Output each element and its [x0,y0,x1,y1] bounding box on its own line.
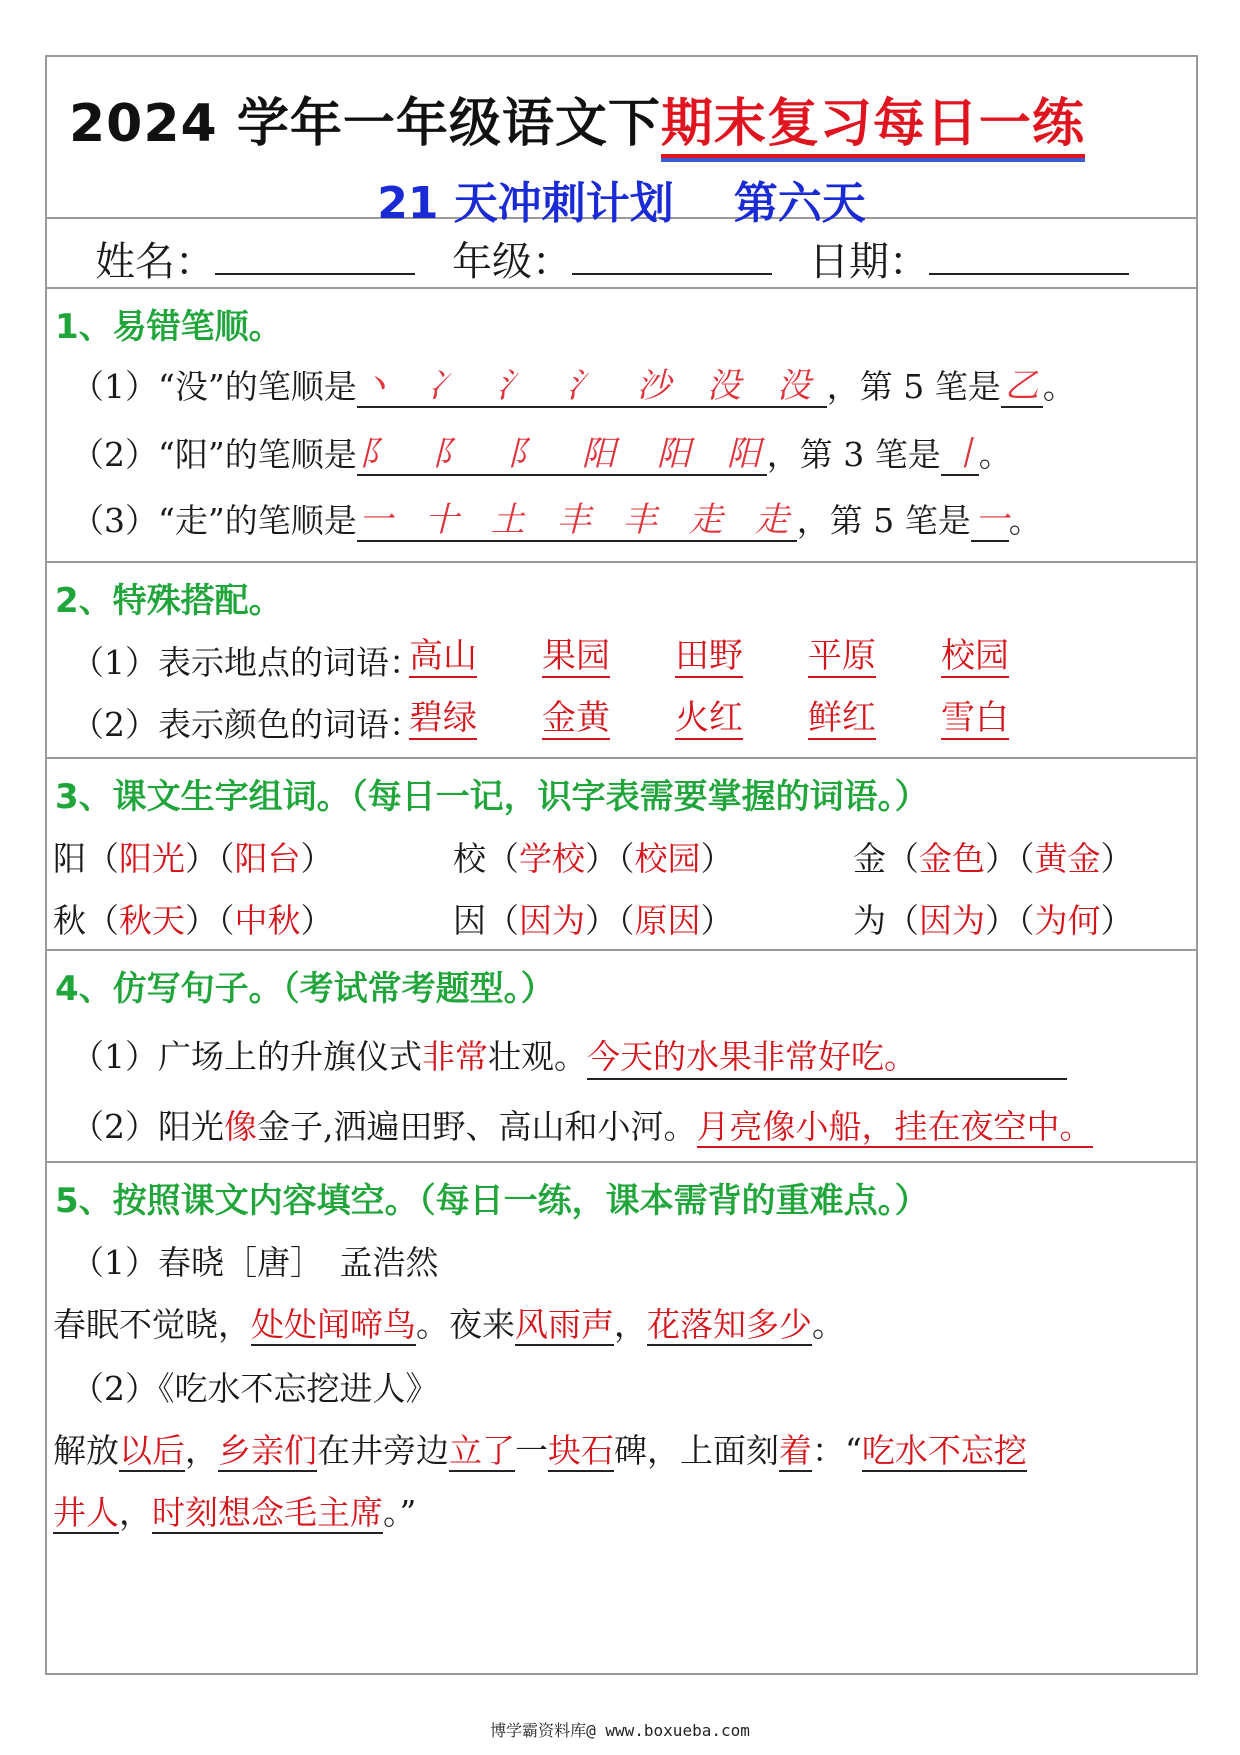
blank-answer: 花落知多少 [647,1305,812,1344]
stroke: 乙 [1004,366,1039,406]
passage-text: 解放 [53,1431,119,1470]
word: 中秋 [234,901,301,940]
section-5-title: 5、按照课文内容填空。（每日一练，课本需背的重难点。） [55,1181,929,1221]
item-text: （2）“阳”的笔顺是 [71,435,357,474]
blank-answer: 块石 [548,1431,614,1470]
stroke-answer-1 [357,364,827,408]
character: 校 [453,839,486,878]
word-group: 为（因为）（为何） [853,901,1134,940]
place-word: 平原 [808,637,876,678]
section-collocation [47,563,1196,759]
item-text: （1）广场上的升旗仪式 [71,1037,422,1076]
page-title [69,81,1085,156]
word: 阳光 [119,839,185,878]
stroke-3-answer [941,432,983,476]
stroke: 土 [490,500,525,540]
footer-watermark: 博学霸资料库@ www.boxueba.com [490,1721,750,1740]
color-word: 碧绿 [409,699,477,740]
place-word: 田野 [675,637,743,678]
blank-answer: 吃水不忘挖 [861,1431,1027,1470]
passage-text: 一 [515,1431,548,1470]
stroke: 丰 [622,500,657,540]
character: 阳 [53,839,86,878]
word: 因为 [919,901,985,940]
section-fill-in [47,1163,1196,1673]
date-field[interactable] [809,229,1129,287]
stroke: 没 [776,366,811,406]
key-word: 像 [224,1107,257,1146]
item-text: 。 [978,435,1012,474]
date-label: 日期： [809,239,929,285]
section-2-title: 2、特殊搭配。 [55,581,283,621]
poem-text: 。夜来 [416,1305,515,1344]
blank-answer: 时刻想念毛主席 [152,1493,383,1532]
stroke: 阳 [581,434,616,474]
word-group: 校（学校）（校园） [453,839,734,878]
item-text: ，第 5 笔是 [826,367,1001,406]
word: 学校 [519,839,585,878]
poem-line [53,1299,845,1346]
section-stroke-order [47,289,1196,563]
stroke: 阳 [656,434,691,474]
stroke: 氵 [496,366,531,406]
word: 黄金 [1034,839,1101,878]
stroke-item-2 [71,429,1012,476]
word-group: 金（金色）（黄金） [853,839,1134,878]
name-field[interactable] [95,229,415,287]
stroke: 丶 [358,366,393,406]
blank-answer: 井人 [53,1493,119,1532]
imitation-item-1 [71,1031,1067,1080]
passage-text: ， [185,1431,218,1470]
stroke: 沙 [636,366,671,406]
word-group: 阳（阳光）（阳台） [53,839,334,878]
stroke-answer-2 [357,432,767,476]
poem-text: 春眠不觉晓， [53,1305,251,1344]
section-3-title: 3、课文生字组词。（每日一记，识字表需要掌握的词语。） [55,777,929,817]
stroke: 阝 [431,434,466,474]
word: 校园 [634,839,701,878]
word: 为何 [1034,901,1101,940]
poem-text: ， [614,1305,647,1344]
stroke: 冫 [426,366,461,406]
info-row [47,219,1196,289]
grade-field[interactable] [452,229,772,287]
text-line-1 [53,1425,1027,1472]
item-text: （3）“走”的笔顺是 [71,501,357,540]
word-group: 秋（秋天）（中秋） [53,901,334,940]
place-words-label: （1）表示地点的词语： [71,643,422,682]
stroke-item-3 [71,495,1042,542]
grade-label: 年级： [452,239,572,285]
character: 金 [853,839,886,878]
place-word: 果园 [542,637,610,678]
worksheet [45,55,1198,1675]
place-word: 高山 [409,637,477,678]
word-group: 因（因为）（原因） [453,901,734,940]
name-blank[interactable] [215,229,415,275]
date-blank[interactable] [929,229,1129,275]
item-text: （2）阳光 [71,1107,224,1146]
title-red: 期末复习每日一练 [661,94,1085,158]
stroke: 走 [688,500,723,540]
stroke: 丰 [556,500,591,540]
stroke-answer-3 [357,498,797,542]
item-text: 壮观。 [488,1037,587,1076]
blank-answer: 乡亲们 [218,1431,317,1470]
imitation-item-2 [71,1101,1093,1148]
stroke: 十 [424,500,459,540]
title-black: 2024 学年一年级语文下 [69,94,661,154]
stroke-5-answer [971,498,1009,542]
stroke: 一 [358,500,393,540]
word: 金色 [919,839,985,878]
item-text: ，第 5 笔是 [796,501,971,540]
blank-answer: 处处闻啼鸟 [251,1305,416,1344]
poem-text: 。 [812,1305,845,1344]
color-word: 鲜红 [808,699,876,740]
section-4-title: 4、仿写句子。（考试常考题型。） [55,969,555,1009]
stroke: 没 [706,366,741,406]
stroke: 阝 [506,434,541,474]
stroke-item-1 [71,361,1076,408]
place-word: 校园 [941,637,1009,678]
blank-answer: 以后 [119,1431,185,1470]
character: 因 [453,901,486,940]
character: 秋 [53,901,86,940]
stroke: 阳 [726,434,761,474]
subtitle-plan: 21 天冲刺计划 [377,178,674,229]
grade-blank[interactable] [572,229,772,275]
blank-answer: 立了 [449,1431,515,1470]
section-1-title: 1、易错笔顺。 [55,307,283,347]
color-word: 火红 [675,699,743,740]
poem-heading: （1）春晓［唐］ 孟浩然 [71,1243,439,1282]
passage-text: ：“ [812,1431,862,1470]
name-label: 姓名： [95,239,215,285]
blank-answer: 风雨声 [515,1305,614,1344]
stroke: 阝 [358,434,393,474]
passage-text: ， [119,1493,152,1532]
item-text: 。 [1008,501,1042,540]
color-words-label: （2）表示颜色的词语： [71,705,422,744]
item-text: 。 [1042,367,1076,406]
key-word: 非常 [422,1037,488,1076]
section-imitation [47,951,1196,1163]
item-text: ，第 3 笔是 [766,435,941,474]
item-text: （1）“没”的笔顺是 [71,367,357,406]
stroke: 丨 [948,434,983,474]
blank-answer: 着 [779,1431,812,1470]
passage-text: 在井旁边 [317,1431,449,1470]
stroke: 走 [754,500,789,540]
stroke: 氵 [566,366,601,406]
text-line-2 [53,1487,416,1534]
section-word-building [47,759,1196,951]
stroke-5-answer [1001,364,1043,408]
imitation-answer: 今天的水果非常好吃。 [587,1031,1067,1080]
imitation-answer: 月亮像小船，挂在夜空中。 [696,1107,1093,1146]
word: 因为 [519,901,585,940]
character: 为 [853,901,886,940]
header [47,57,1196,229]
passage-text: 碑，上面刻 [614,1431,779,1470]
color-word: 金黄 [542,699,610,740]
stroke: 一 [974,500,1009,540]
subtitle-day: 第六天 [733,178,866,229]
word: 阳台 [234,839,301,878]
word: 原因 [634,901,701,940]
text-heading: （2）《吃水不忘挖进人》 [71,1369,439,1408]
word: 秋天 [119,901,185,940]
passage-text: 。” [383,1493,417,1532]
item-text: 金子,洒遍田野、高山和小河。 [257,1107,697,1146]
color-word: 雪白 [941,699,1009,740]
